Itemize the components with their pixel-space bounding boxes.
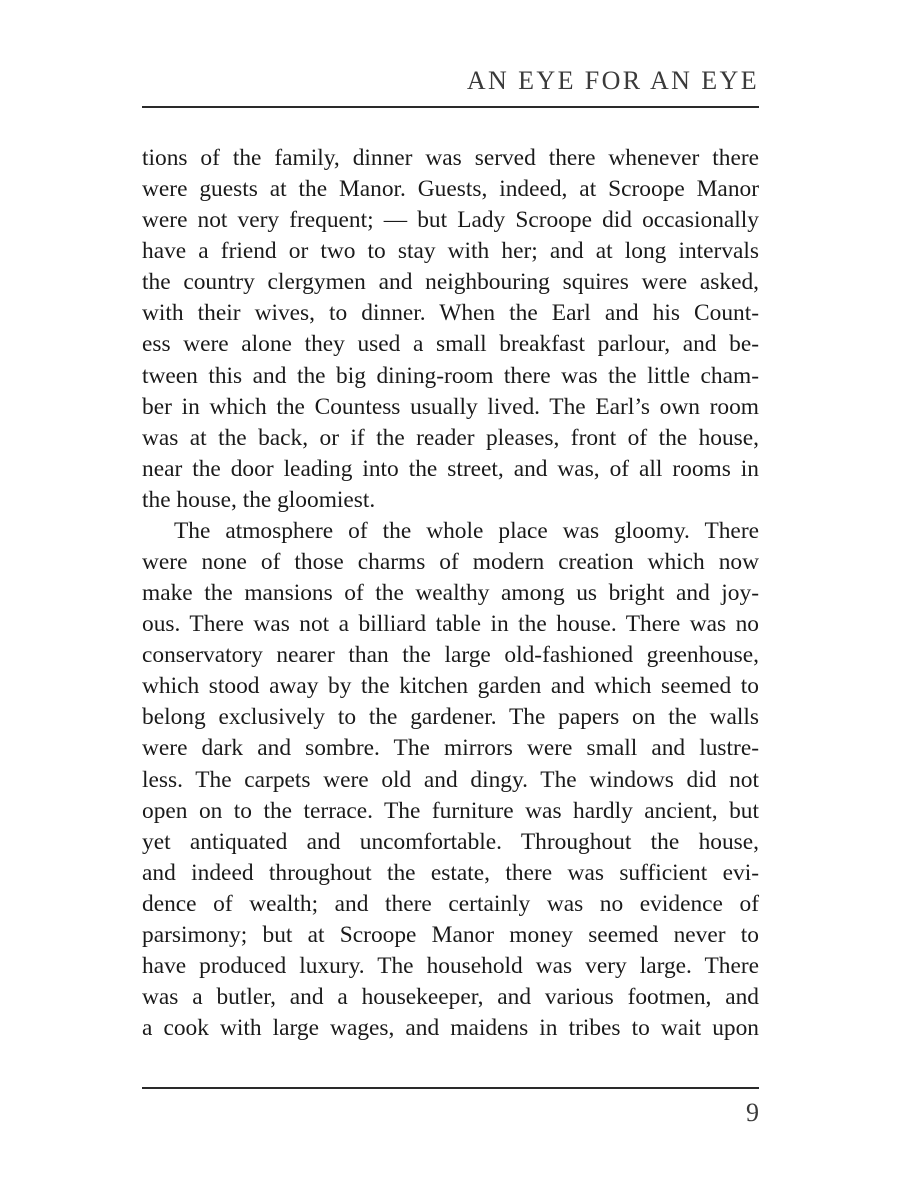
text-line: make the mansions of the wealthy among us bright and joy- <box>142 580 759 607</box>
text-line: parsimony; but at Scroope Manor money seemed never to <box>142 921 759 948</box>
text-line: was a butler, and a housekeeper, and various footmen, and <box>142 984 759 1011</box>
page-number: 9 <box>746 1098 759 1127</box>
text-line: conservatory nearer than the large old-fashioned greenhouse, <box>142 642 759 669</box>
text-line: the country clergymen and neighbouring squires were asked, <box>142 269 759 296</box>
text-line: open on to the terrace. The furniture was hardly ancient, but <box>142 797 759 824</box>
text-line: were guests at the Manor. Guests, indeed, at Scroope Manor <box>142 176 759 203</box>
text-line: were dark and sombre. The mirrors were small and lustre- <box>142 735 759 762</box>
text-line: with their wives, to dinner. When the Earl and his Count- <box>142 300 759 327</box>
header-rule <box>142 106 759 108</box>
running-head-title: AN EYE FOR AN EYE <box>466 66 759 95</box>
text-line: ess were alone they used a small breakfast parlour, and be- <box>142 331 759 358</box>
text-line: have a friend or two to stay with her; and at long intervals <box>142 238 759 265</box>
text-line: ous. There was not a billiard table in the house. There was no <box>142 611 759 638</box>
text-line: and indeed throughout the estate, there was sufficient evi- <box>142 859 759 886</box>
text-line: were not very frequent; — but Lady Scroope did occasionally <box>142 207 759 234</box>
text-line: was at the back, or if the reader pleases, front of the house, <box>142 424 759 451</box>
body-text <box>142 143 759 1044</box>
text-line: which stood away by the kitchen garden and which seemed to <box>142 673 759 700</box>
text-line: were none of those charms of modern creation which now <box>142 549 759 576</box>
text-line: tions of the family, dinner was served there whenever there <box>142 145 759 171</box>
paragraph-start-line: The atmosphere of the whole place was gloomy. There <box>174 517 759 544</box>
text-line: ber in which the Countess usually lived. The Earl’s own room <box>142 393 759 420</box>
text-line: near the door leading into the street, and was, of all rooms in <box>142 455 759 482</box>
paragraph-end-line: the house, the gloomiest. <box>142 486 376 513</box>
text-line: dence of wealth; and there certainly was no evidence of <box>142 890 759 917</box>
text-line: yet antiquated and uncomfortable. Throughout the house, <box>142 828 759 855</box>
text-line: belong exclusively to the gardener. The papers on the walls <box>142 704 759 731</box>
footer-rule <box>142 1087 759 1089</box>
text-line: have produced luxury. The household was very large. There <box>142 953 759 980</box>
text-line: tween this and the big dining-room there was the little cham- <box>142 362 759 389</box>
text-line: a cook with large wages, and maidens in tribes to wait upon <box>142 1015 759 1042</box>
text-line: less. The carpets were old and dingy. The windows did not <box>142 766 759 793</box>
